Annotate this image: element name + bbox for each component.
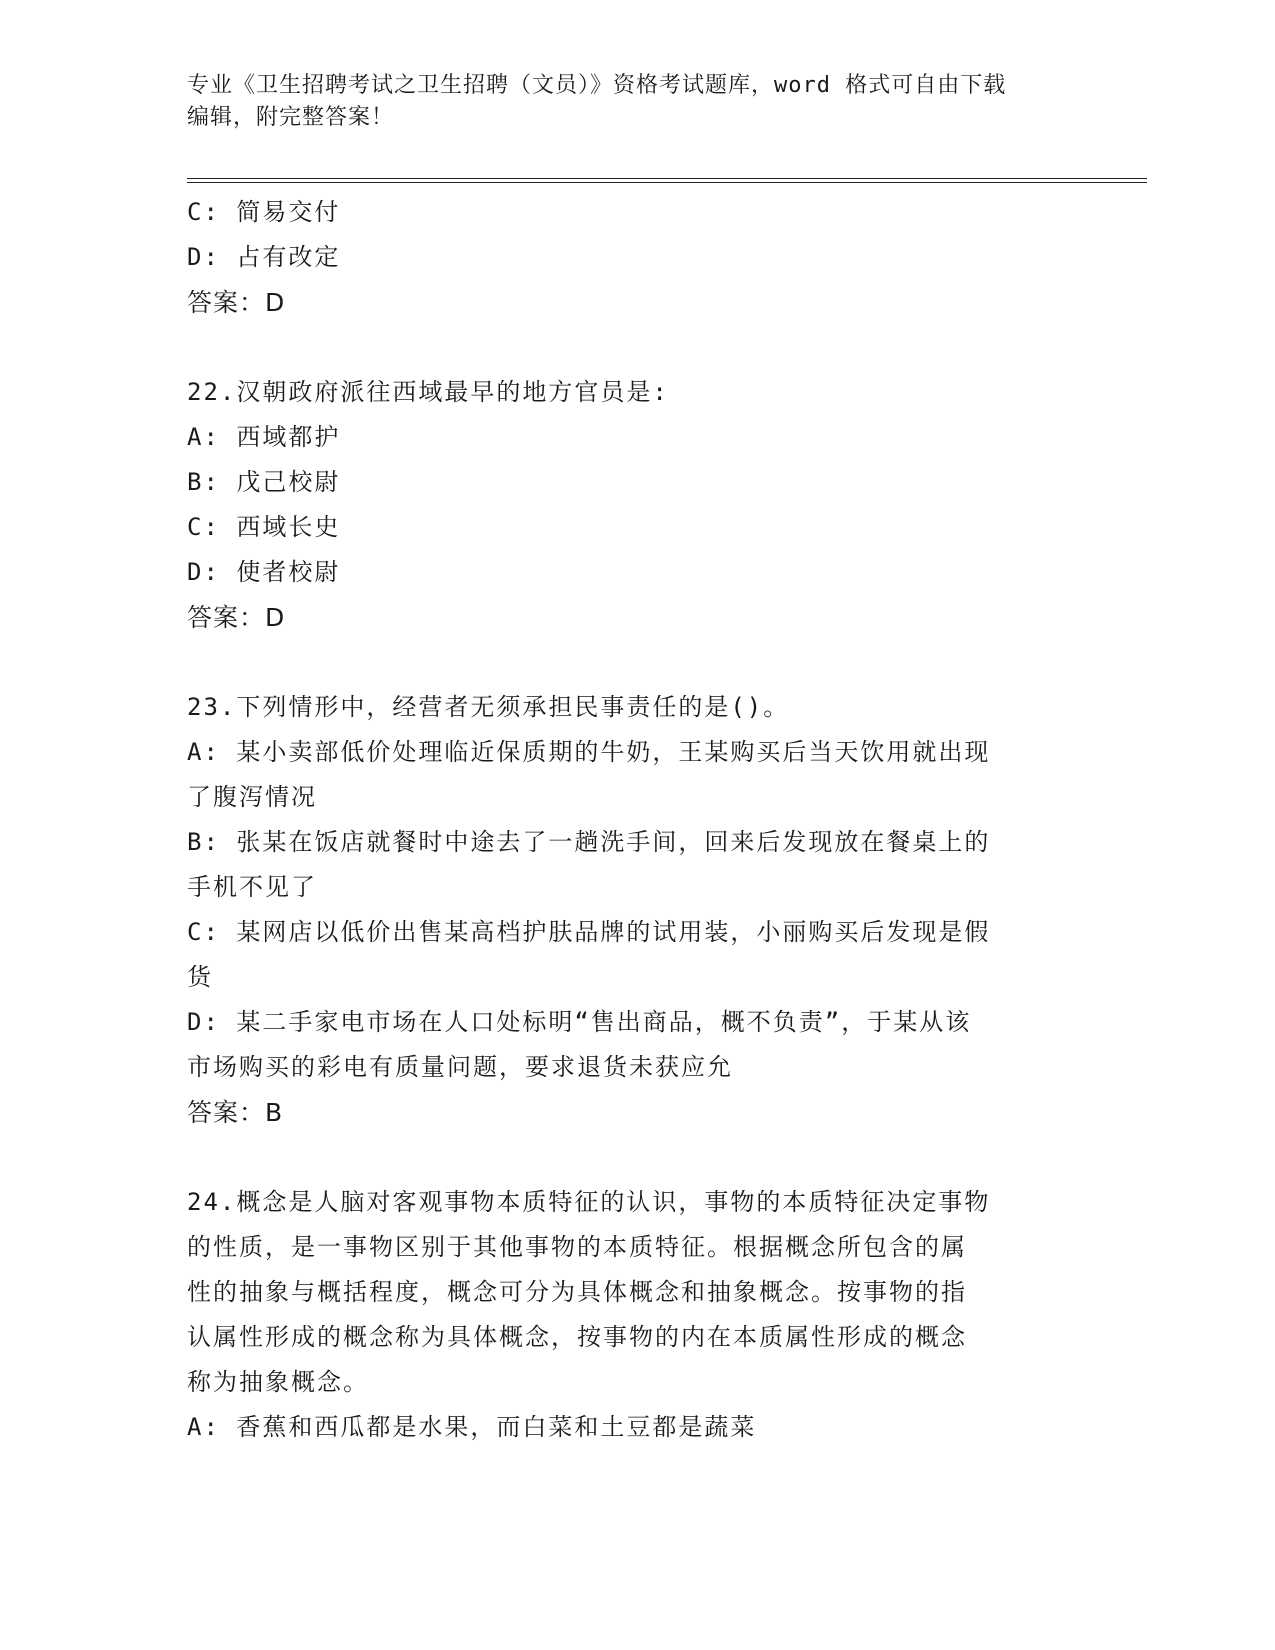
spacer [187, 325, 1087, 370]
spacer [187, 640, 1087, 685]
answer: 答案：B [187, 1098, 284, 1127]
option-c-line-2: 货 [187, 963, 213, 991]
option-b-line-2: 手机不见了 [187, 873, 317, 901]
document-body [187, 190, 1087, 1450]
question-stem: 22.汉朝政府派往西域最早的地方官员是: [187, 378, 669, 406]
document-header [187, 70, 1087, 134]
question-stem: 23.下列情形中，经营者无须承担民事责任的是()。 [187, 693, 790, 721]
header-divider-top [187, 178, 1147, 179]
question-stem-line-2: 的性质，是一事物区别于其他事物的本质特征。根据概念所包含的属 [187, 1233, 967, 1261]
option-b-line-1: B: 张某在饭店就餐时中途去了一趟洗手间，回来后发现放在餐桌上的 [187, 828, 991, 856]
question-stem-line-1: 24.概念是人脑对客观事物本质特征的认识，事物的本质特征决定事物 [187, 1188, 991, 1216]
option-a-line-2: 了腹泻情况 [187, 783, 317, 811]
option-c: C: 简易交付 [187, 198, 341, 226]
question-24 [187, 1180, 1087, 1450]
option-c: C: 西域长史 [187, 513, 341, 541]
header-divider-bottom [187, 182, 1147, 183]
question-23 [187, 685, 1087, 1135]
option-d-line-2: 市场购买的彩电有质量问题，要求退货未获应允 [187, 1053, 733, 1081]
question-stem-line-4: 认属性形成的概念称为具体概念，按事物的内在本质属性形成的概念 [187, 1323, 967, 1351]
header-line-2: 编辑，附完整答案！ [187, 105, 395, 130]
option-d-line-1: D: 某二手家电市场在人口处标明“售出商品，概不负责”，于某从该 [187, 1008, 972, 1036]
question-stem-line-5: 称为抽象概念。 [187, 1368, 369, 1396]
answer: 答案：D [187, 603, 286, 632]
option-d: D: 使者校尉 [187, 558, 341, 586]
question-22 [187, 370, 1087, 640]
question-stem-line-3: 性的抽象与概括程度，概念可分为具体概念和抽象概念。按事物的指 [187, 1278, 967, 1306]
option-a-line-1: A: 某小卖部低价处理临近保质期的牛奶，王某购买后当天饮用就出现 [187, 738, 991, 766]
option-d: D: 占有改定 [187, 243, 341, 271]
answer: 答案：D [187, 288, 286, 317]
option-a: A: 西域都护 [187, 423, 341, 451]
option-a: A: 香蕉和西瓜都是水果，而白菜和土豆都是蔬菜 [187, 1413, 757, 1441]
option-b: B: 戊己校尉 [187, 468, 341, 496]
option-c-line-1: C: 某网店以低价出售某高档护肤品牌的试用装，小丽购买后发现是假 [187, 918, 991, 946]
question-21 [187, 190, 1087, 325]
spacer [187, 1135, 1087, 1180]
header-line-1: 专业《卫生招聘考试之卫生招聘（文员）》资格考试题库，word 格式可自由下载 [187, 73, 1007, 98]
